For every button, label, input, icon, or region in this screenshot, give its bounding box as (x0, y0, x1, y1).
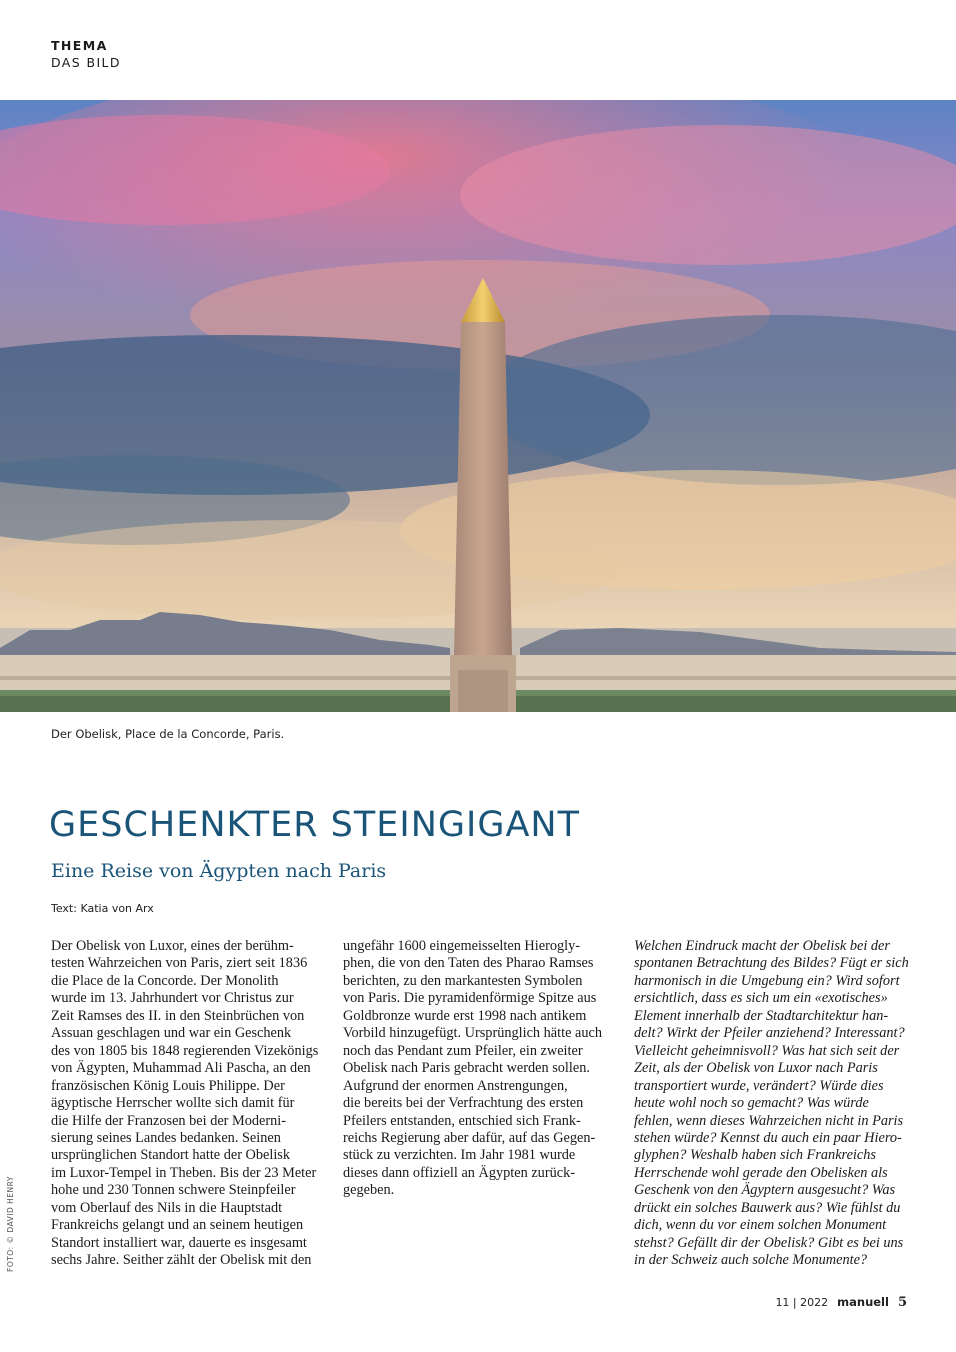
text-line: delt? Wirkt der Pfeiler anziehend? Interessant? (634, 1025, 905, 1042)
text-line: Vorbild hinzugefügt. Ursprünglich hätte auch (343, 1025, 603, 1042)
text-line: stehen würde? Kennst du auch ein paar Hiero- (634, 1129, 902, 1146)
text-line: Geschenk von den Ägyptern ausgesucht? Was (634, 1182, 896, 1199)
text-line: französischen König Louis Philippe. Der (51, 1077, 285, 1094)
text-line: Aufgrund der enormen Anstrengungen, (343, 1077, 568, 1094)
text-line: reichs Regierung aber dafür, auf das Gegen- (343, 1129, 596, 1146)
text-line: fehlen, wenn dieses Wahrzeichen nicht in Paris (634, 1112, 904, 1129)
text-line: stehst? Gefällt dir der Obelisk? Gibt es bei uns (634, 1234, 904, 1251)
text-line: Herrschende wohl gerade den Obelisken als (634, 1164, 888, 1181)
text-line: sierung seines Landes bedanken. Seinen (51, 1129, 281, 1146)
body-column-1 (51, 938, 341, 1270)
text-line: ersichtlich, dass es sich um ein «exotisches» (634, 990, 888, 1007)
text-line: hohe und 230 Tonnen schwere Steinpfeiler (51, 1182, 296, 1199)
text-line: Standort installiert war, dauerte es insgesamt (51, 1234, 307, 1251)
text-line: Frankreichs gelangt und an seinem heutigen (51, 1217, 304, 1234)
article-author: Text: Katia von Arx (51, 902, 154, 915)
photo-credit: FOTO: © DAVID HENRY (6, 1176, 15, 1272)
article-title: GESCHENKTER STEINGIGANT (49, 805, 580, 845)
text-line: dich, wenn du vor einem solchen Monument (634, 1217, 887, 1234)
text-line: phen, die von den Taten des Pharao Ramses (343, 955, 594, 972)
text-line: Obelisk nach Paris gebracht werden sollen. (343, 1060, 590, 1077)
text-line: heute wohl noch so gemacht? Was würde (634, 1095, 869, 1112)
text-line: testen Wahrzeichen von Paris, ziert seit 1836 (51, 955, 308, 972)
text-line: Der Obelisk von Luxor, eines der berühm- (51, 938, 294, 954)
question-column (634, 938, 924, 1270)
page-footer (775, 1295, 907, 1310)
text-line: Pfeilers entstanden, entschied sich Frank- (343, 1112, 581, 1129)
magazine-name: manuell (837, 1295, 889, 1309)
text-line: spontanen Betrachtung des Bildes? Fügt er sich (634, 955, 909, 972)
text-line: gegeben. (343, 1182, 395, 1199)
text-line: Vielleicht geheimnisvoll? Was hat sich seit der (634, 1042, 900, 1059)
section-label: THEMA (51, 38, 108, 53)
text-line: von Ägypten, Muhammad Ali Pascha, an den (51, 1060, 311, 1077)
text-line: stück zu verzichten. Im Jahr 1981 wurde (343, 1147, 576, 1164)
text-line: drückt ein solches Bauwerk aus? Wie fühlst du (634, 1199, 901, 1216)
text-line: Goldbronze wurde erst 1998 nach antikem (343, 1007, 587, 1024)
text-line: von Paris. Die pyramidenförmige Spitze aus (343, 990, 597, 1007)
text-line: ursprünglichen Standort hatte der Obelisk (51, 1147, 291, 1164)
text-line: noch das Pendant zum Pfeiler, ein zweiter (343, 1042, 583, 1059)
text-line: die Place de la Concorde. Der Monolith (51, 972, 279, 989)
text-line: ägyptische Herrscher wollte sich damit für (51, 1095, 295, 1112)
page-number: 5 (897, 1295, 907, 1310)
subsection-label: DAS BILD (51, 55, 121, 70)
text-line: Welchen Eindruck macht der Obelisk bei der (634, 938, 890, 954)
text-line: harmonisch in die Umgebung ein? Wird sofort (634, 972, 900, 989)
section-kicker (51, 38, 121, 71)
text-line: Assuan geschlagen und war ein Geschenk (51, 1025, 292, 1042)
text-line: im Luxor-Tempel in Theben. Bis der 23 Meter (51, 1164, 317, 1181)
text-line: ungefähr 1600 eingemeisselten Hierogly- (343, 938, 581, 954)
text-line: glyphen? Weshalb haben sich Frankreichs (634, 1147, 876, 1164)
text-line: des von 1805 bis 1848 regierenden Vizekönigs (51, 1042, 319, 1059)
text-line: in der Schweiz auch solche Monumente? (634, 1252, 868, 1269)
text-line: wurde im 13. Jahrhundert vor Christus zur (51, 990, 294, 1007)
text-line: Zeit, als der Obelisk von Luxor nach Paris (634, 1060, 878, 1077)
obelisk-photo (0, 100, 956, 712)
text-line: Zeit Ramses des II. in den Steinbrüchen von (51, 1007, 305, 1024)
text-line: sechs Jahre. Seither zählt der Obelisk mit den (51, 1252, 312, 1269)
body-column-2 (343, 938, 633, 1200)
photo-caption: Der Obelisk, Place de la Concorde, Paris. (51, 727, 285, 741)
text-line: vom Oberlauf des Nils in die Hauptstadt (51, 1199, 283, 1216)
text-line: die bereits bei der Verfrachtung des ersten (343, 1095, 584, 1112)
issue-number: 11 | 2022 (775, 1296, 829, 1309)
text-line: die Hilfe der Franzosen bei der Moderni- (51, 1112, 287, 1129)
article-subtitle: Eine Reise von Ägypten nach Paris (51, 860, 387, 882)
text-line: berichten, zu den markantesten Symbolen (343, 972, 583, 989)
text-line: Element innerhalb der Stadtarchitektur han- (634, 1007, 889, 1024)
text-line: dieses dann offiziell an Ägypten zurück- (343, 1164, 575, 1181)
text-line: transportiert wurde, verändert? Würde dies (634, 1077, 884, 1094)
